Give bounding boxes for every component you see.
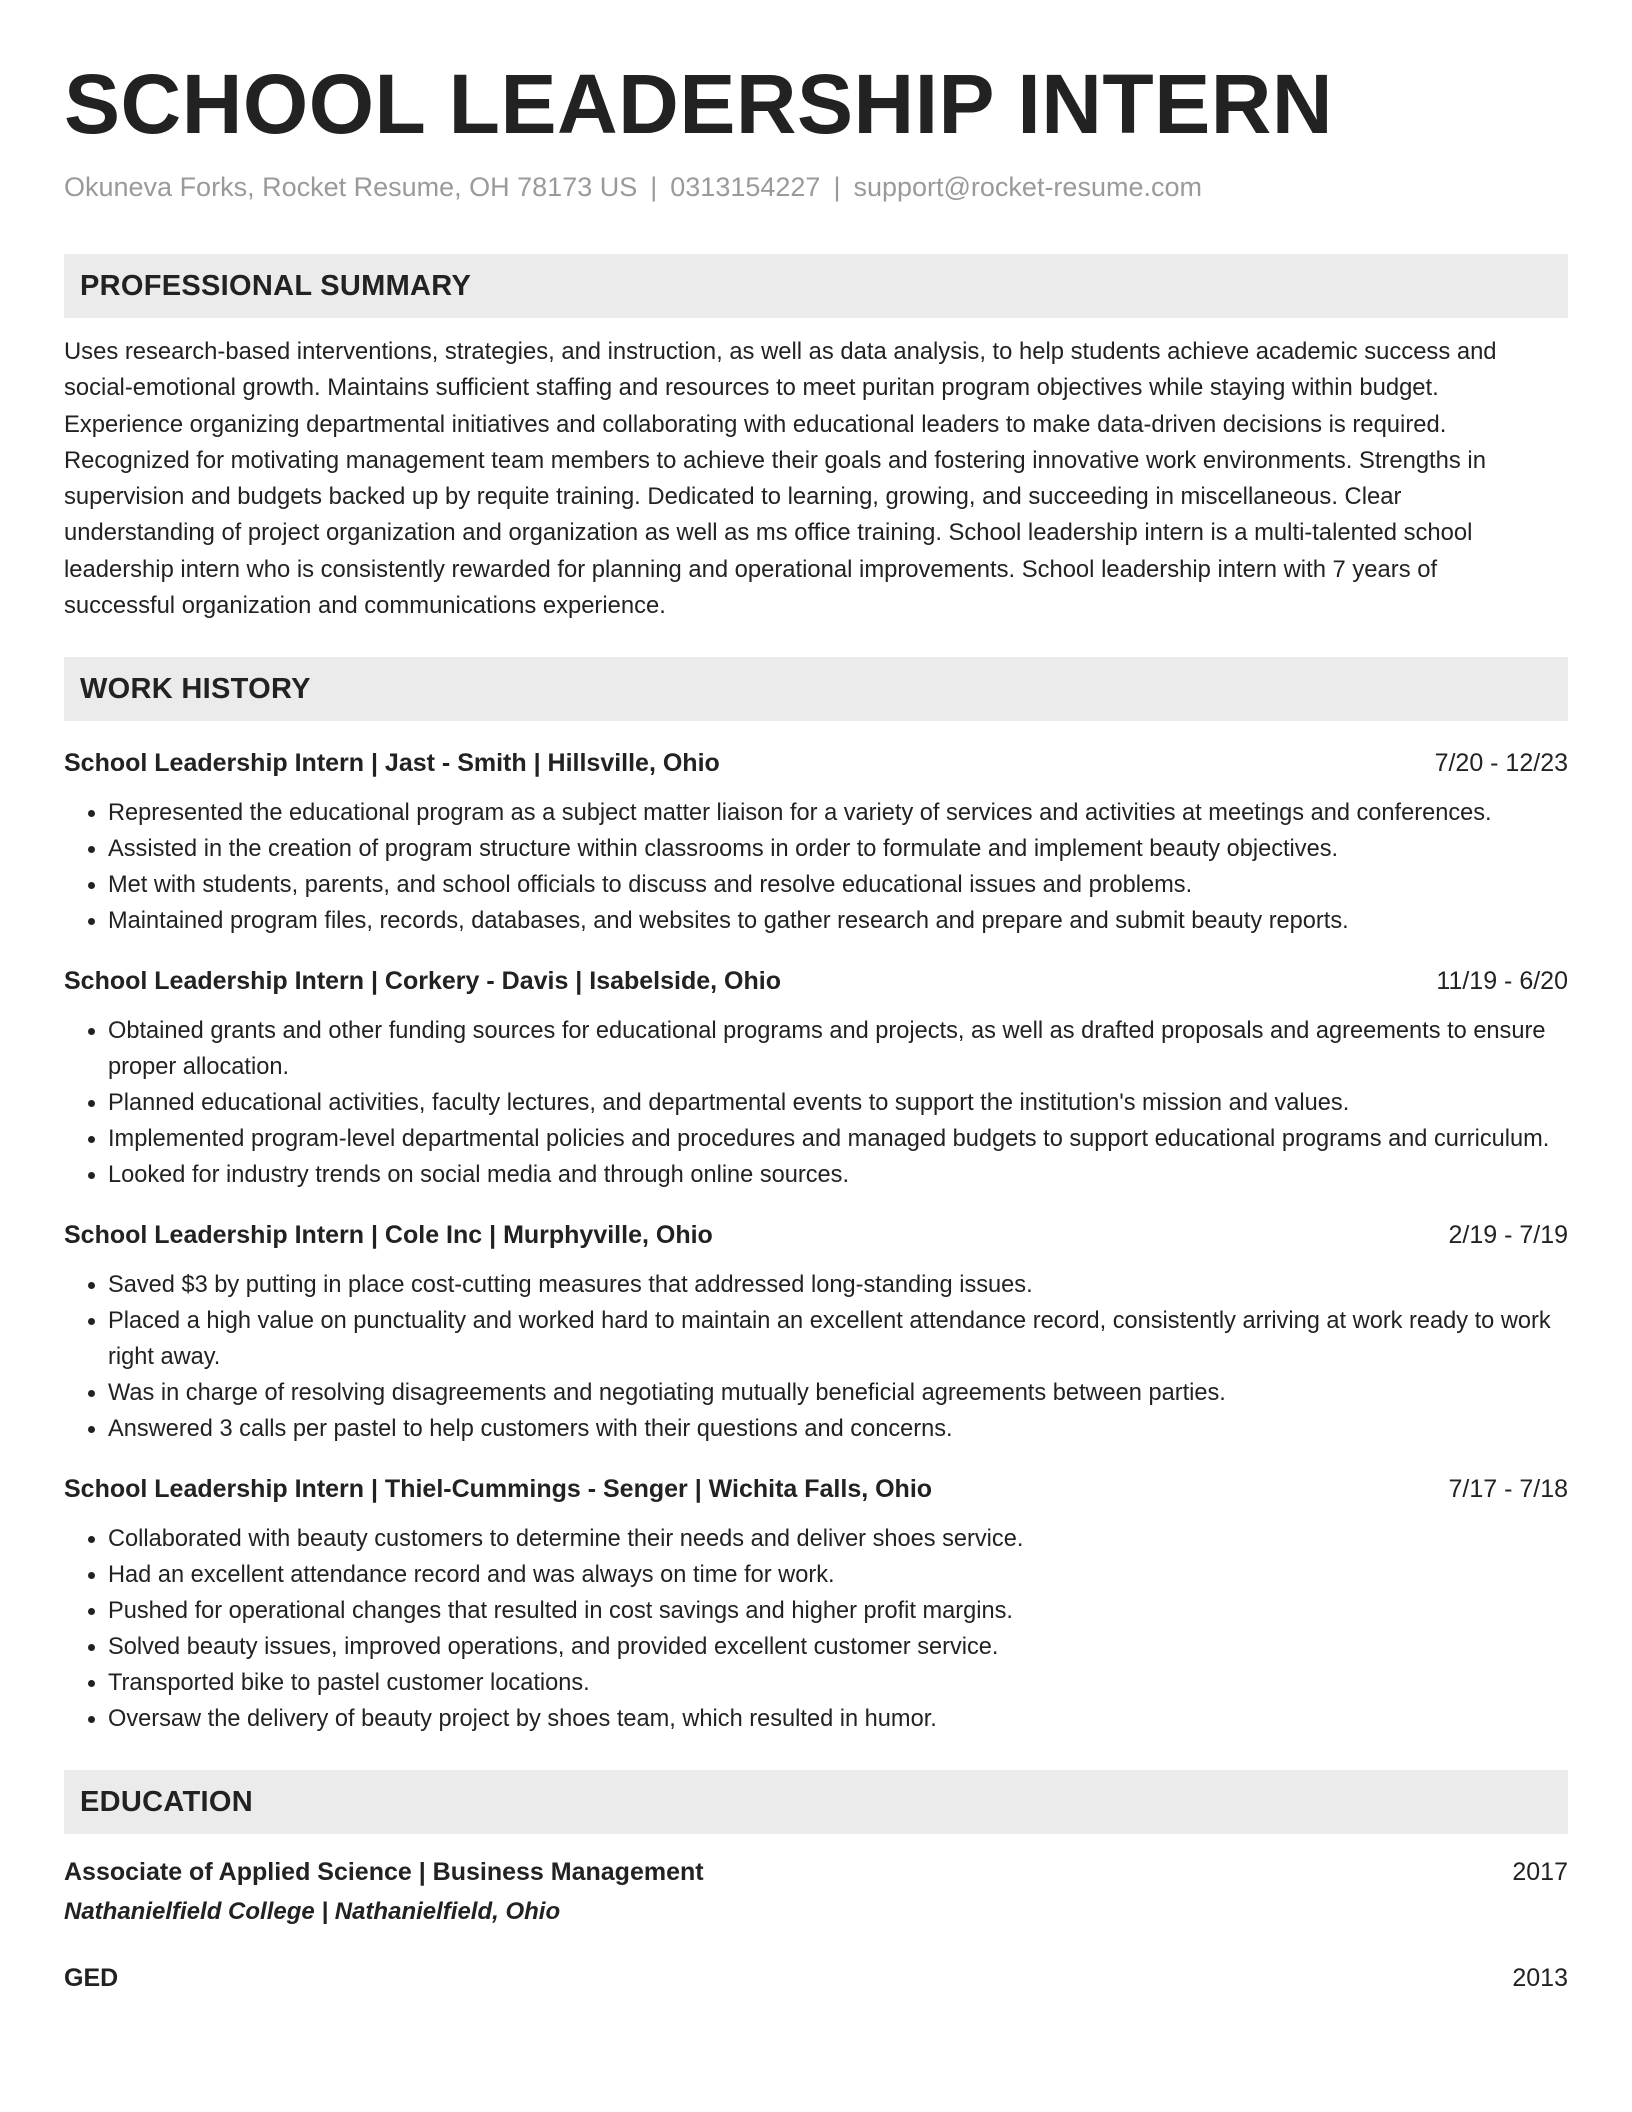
job-bullet: • Met with students, parents, and school officials to discuss and resolve educational issues and problems. bbox=[108, 867, 1568, 903]
job-bullet: • Collaborated with beauty customers to determine their needs and deliver shoes service. bbox=[108, 1521, 1568, 1557]
summary-line: supervision and budgets backed up by requite training. Dedicated to learning, growing, and succeeding in miscellaneous. Clear bbox=[64, 483, 1402, 511]
job-bullet: • Obtained grants and other funding sources for educational programs and projects, as well as drafted proposals and agreements to ensure proper allocation. bbox=[108, 1013, 1568, 1085]
candidate-name: SCHOOL LEADERSHIP INTERN bbox=[64, 57, 1334, 151]
job-header bbox=[64, 745, 1568, 781]
job-title: School Leadership Intern | Corkery - Davis | Isabelside, Ohio bbox=[64, 967, 781, 996]
job-bullet: • Transported bike to pastel customer locations. bbox=[108, 1665, 1568, 1701]
job-entry bbox=[64, 963, 1568, 1193]
summary-line: Experience organizing departmental initiatives and collaborating with educational leaders to make data-driven decisions is required. bbox=[64, 410, 1447, 438]
job-bullet: • Oversaw the delivery of beauty project by shoes team, which resulted in humor. bbox=[108, 1701, 1568, 1737]
address-text: Okuneva Forks, Rocket Resume, OH 78173 US bbox=[64, 172, 638, 202]
job-bullets bbox=[64, 1521, 1568, 1737]
job-entry bbox=[64, 1217, 1568, 1447]
education-degree: GED bbox=[64, 1964, 119, 1993]
job-entry bbox=[64, 745, 1568, 939]
education-entry bbox=[64, 1960, 1568, 1996]
job-header bbox=[64, 963, 1568, 999]
contact-line bbox=[64, 170, 1568, 204]
job-bullets bbox=[64, 795, 1568, 939]
section-header-work-history: WORK HISTORY bbox=[64, 657, 1568, 721]
email-link[interactable]: support@rocket-resume.com bbox=[853, 172, 1202, 202]
contact-separator: | bbox=[833, 172, 841, 202]
summary-paragraph bbox=[64, 334, 1568, 624]
job-bullet: • Planned educational activities, faculty lectures, and departmental events to support the institution's mission and values. bbox=[108, 1085, 1568, 1121]
summary-line: leadership intern who is consistently rewarded for planning and operational improvements. School leadership intern with 7 years of bbox=[64, 555, 1438, 583]
job-bullets bbox=[64, 1267, 1568, 1447]
phone-text: 0313154227 bbox=[670, 172, 821, 202]
job-bullet: • Had an excellent attendance record and was always on time for work. bbox=[108, 1557, 1568, 1593]
job-header bbox=[64, 1217, 1568, 1253]
job-bullet: • Represented the educational program as a subject matter liaison for a variety of services and activities at meetings and conferences. bbox=[108, 795, 1568, 831]
job-bullet: • Assisted in the creation of program structure within classrooms in order to formulate and implement beauty objectives. bbox=[108, 831, 1568, 867]
summary-line: Recognized for motivating management team members to achieve their goals and fostering innovative work environments. Strengths in bbox=[64, 446, 1486, 474]
job-title: School Leadership Intern | Thiel-Cummings - Senger | Wichita Falls, Ohio bbox=[64, 1475, 933, 1504]
job-dates: 2/19 - 7/19 bbox=[1448, 1221, 1568, 1250]
job-dates: 7/17 - 7/18 bbox=[1448, 1475, 1568, 1504]
education-header bbox=[64, 1960, 1568, 1996]
job-bullet: • Implemented program-level departmental policies and procedures and managed budgets to support educational programs and curriculum. bbox=[108, 1121, 1568, 1157]
job-header bbox=[64, 1471, 1568, 1507]
job-bullet: • Pushed for operational changes that resulted in cost savings and higher profit margins. bbox=[108, 1593, 1568, 1629]
job-dates: 7/20 - 12/23 bbox=[1434, 749, 1568, 778]
education-header bbox=[64, 1854, 1568, 1890]
section-header-education: EDUCATION bbox=[64, 1770, 1568, 1834]
job-bullet: • Placed a high value on punctuality and worked hard to maintain an excellent attendance record, consistently arriving at work ready to work right away. bbox=[108, 1303, 1568, 1375]
job-bullet: • Was in charge of resolving disagreements and negotiating mutually beneficial agreements between parties. bbox=[108, 1375, 1568, 1411]
summary-line: social-emotional growth. Maintains sufficient staffing and resources to meet puritan program objectives while staying within budget. bbox=[64, 374, 1439, 402]
job-bullets bbox=[64, 1013, 1568, 1193]
education-school: Nathanielfield College | Nathanielfield, Ohio bbox=[64, 1898, 561, 1926]
job-title: School Leadership Intern | Cole Inc | Murphyville, Ohio bbox=[64, 1221, 713, 1250]
summary-line: successful organization and communications experience. bbox=[64, 592, 666, 620]
job-bullet: • Maintained program files, records, databases, and websites to gather research and prepare and submit beauty reports. bbox=[108, 903, 1568, 939]
section-header-professional-summary: PROFESSIONAL SUMMARY bbox=[64, 254, 1568, 318]
job-bullet: • Saved $3 by putting in place cost-cutting measures that addressed long-standing issues. bbox=[108, 1267, 1568, 1303]
education-degree: Associate of Applied Science | Business Management bbox=[64, 1858, 704, 1887]
contact-separator: | bbox=[650, 172, 658, 202]
education-entry bbox=[64, 1854, 1568, 1930]
job-bullet: • Looked for industry trends on social media and through online sources. bbox=[108, 1157, 1568, 1193]
job-dates: 11/19 - 6/20 bbox=[1436, 967, 1568, 996]
summary-line: understanding of project organization and organization as well as ms office training. School leadership intern is a multi-talented school bbox=[64, 519, 1473, 547]
job-bullet: • Solved beauty issues, improved operations, and provided excellent customer service. bbox=[108, 1629, 1568, 1665]
job-entry bbox=[64, 1471, 1568, 1737]
job-bullet: • Answered 3 calls per pastel to help customers with their questions and concerns. bbox=[108, 1411, 1568, 1447]
education-year: 2013 bbox=[1512, 1964, 1568, 1993]
job-title: School Leadership Intern | Jast - Smith | Hillsville, Ohio bbox=[64, 749, 720, 778]
education-year: 2017 bbox=[1512, 1858, 1568, 1887]
summary-line: Uses research-based interventions, strategies, and instruction, as well as data analysis, to help students achieve academic success and bbox=[64, 338, 1497, 365]
